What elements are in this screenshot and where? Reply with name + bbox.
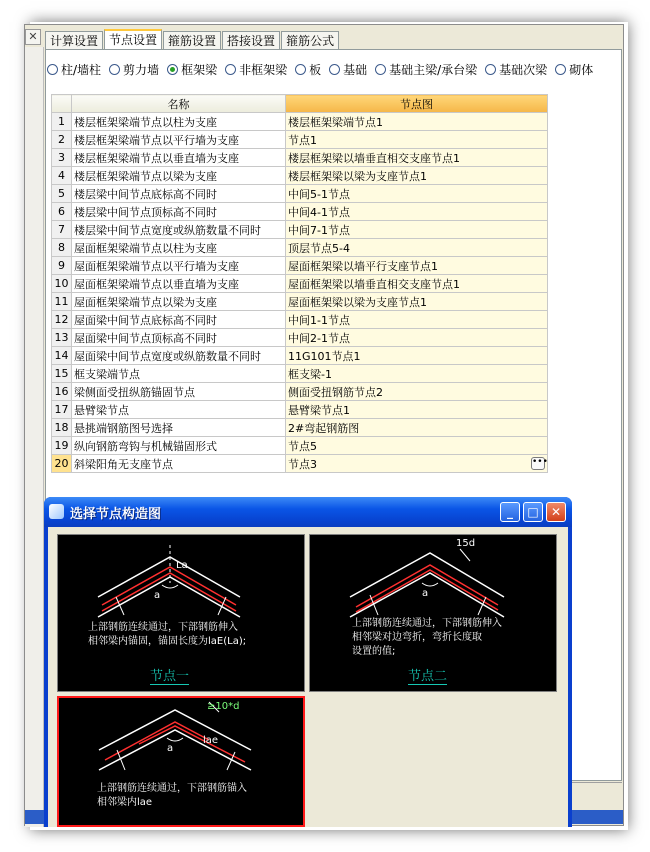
row-number: 14 bbox=[52, 347, 72, 365]
dim-label: La bbox=[176, 560, 188, 571]
table-row[interactable] bbox=[52, 419, 548, 437]
row-node-cell[interactable] bbox=[286, 437, 548, 455]
table-row[interactable] bbox=[52, 239, 548, 257]
radio-label: 基础 bbox=[343, 63, 368, 77]
radio-circle-icon[interactable] bbox=[225, 64, 236, 75]
row-name-cell[interactable]: 屋面梁中间节点宽度或纵筋数量不同时 bbox=[72, 347, 286, 365]
row-node-value: 节点1 bbox=[288, 133, 317, 147]
minimize-button[interactable]: _ bbox=[500, 502, 520, 522]
tab-bar bbox=[45, 29, 340, 49]
table-row[interactable] bbox=[52, 365, 548, 383]
table-row[interactable] bbox=[52, 275, 548, 293]
radio-option[interactable] bbox=[295, 61, 321, 78]
row-number: 7 bbox=[52, 221, 72, 239]
tab-lap-settings[interactable]: 搭接设置 bbox=[222, 31, 280, 50]
dim-label: 15d bbox=[456, 538, 476, 549]
row-name-cell[interactable]: 楼层梁中间节点宽度或纵筋数量不同时 bbox=[72, 221, 286, 239]
row-node-cell[interactable] bbox=[286, 311, 548, 329]
table-row[interactable] bbox=[52, 131, 548, 149]
row-node-value: 节点5 bbox=[288, 439, 317, 453]
table-row[interactable] bbox=[52, 149, 548, 167]
row-node-cell[interactable] bbox=[286, 203, 548, 221]
node-option-caption: 上部钢筋连续通过，下部钢筋锚入 相邻梁内lae bbox=[97, 783, 247, 808]
table-row[interactable] bbox=[52, 347, 548, 365]
row-name-cell[interactable]: 楼层梁中间节点顶标高不同时 bbox=[72, 203, 286, 221]
row-node-value: 悬臂梁节点1 bbox=[288, 403, 350, 417]
row-number: 19 bbox=[52, 437, 72, 455]
radio-circle-icon[interactable] bbox=[485, 64, 496, 75]
row-node-cell[interactable] bbox=[286, 383, 548, 401]
row-name-cell[interactable]: 悬臂梁节点 bbox=[72, 401, 286, 419]
left-strip bbox=[25, 47, 44, 827]
row-name-cell[interactable]: 楼层框架梁端节点以梁为支座 bbox=[72, 167, 286, 185]
row-number: 3 bbox=[52, 149, 72, 167]
table-row[interactable] bbox=[52, 293, 548, 311]
table-row[interactable] bbox=[52, 455, 548, 473]
row-number: 15 bbox=[52, 365, 72, 383]
row-node-cell[interactable] bbox=[286, 239, 548, 257]
name-column-header[interactable]: 名称 bbox=[72, 95, 286, 113]
select-node-dialog bbox=[44, 497, 572, 827]
dim-label: ≥10*d bbox=[207, 701, 240, 712]
radio-label: 基础主梁/承台梁 bbox=[389, 63, 478, 77]
row-node-value: 中间2-1节点 bbox=[288, 331, 350, 345]
radio-option[interactable] bbox=[47, 61, 101, 78]
radio-label: 砌体 bbox=[569, 63, 594, 77]
row-name-cell[interactable]: 框支梁端节点 bbox=[72, 365, 286, 383]
row-number: 10 bbox=[52, 275, 72, 293]
node-option-caption: 上部钢筋连续通过，下部钢筋伸入 相邻梁对边弯折，弯折长度取 设置的值; bbox=[352, 618, 502, 657]
dim-label-2: lae bbox=[203, 735, 219, 746]
row-node-cell[interactable] bbox=[286, 401, 548, 419]
row-node-cell[interactable] bbox=[286, 257, 548, 275]
row-node-value: 楼层框架梁以墙垂直相交支座节点1 bbox=[288, 151, 460, 165]
tab-calc-settings[interactable]: 计算设置 bbox=[45, 31, 103, 50]
radio-option[interactable] bbox=[167, 61, 217, 78]
row-node-cell[interactable] bbox=[286, 275, 548, 293]
row-name-cell[interactable]: 楼层梁中间节点底标高不同时 bbox=[72, 185, 286, 203]
row-number: 13 bbox=[52, 329, 72, 347]
node-option-1[interactable] bbox=[57, 534, 305, 692]
dialog-title: 选择节点构造图 bbox=[70, 507, 162, 522]
row-node-value: 中间5-1节点 bbox=[288, 187, 350, 201]
table-row[interactable] bbox=[52, 167, 548, 185]
row-number: 8 bbox=[52, 239, 72, 257]
table-row[interactable] bbox=[52, 257, 548, 275]
row-name-cell[interactable]: 屋面梁中间节点顶标高不同时 bbox=[72, 329, 286, 347]
node-option-label: 节点二 bbox=[408, 669, 448, 684]
table-row[interactable] bbox=[52, 401, 548, 419]
dialog-client bbox=[48, 527, 568, 827]
row-node-cell[interactable] bbox=[286, 419, 548, 437]
row-node-cell[interactable] bbox=[286, 131, 548, 149]
row-name-cell[interactable]: 楼层框架梁端节点以平行墙为支座 bbox=[72, 131, 286, 149]
row-name-cell[interactable]: 悬挑端钢筋图号选择 bbox=[72, 419, 286, 437]
radio-option[interactable] bbox=[329, 61, 367, 78]
tab-stirrup-formula[interactable]: 箍筋公式 bbox=[281, 31, 339, 50]
radio-option[interactable] bbox=[485, 61, 547, 78]
row-node-value: 中间7-1节点 bbox=[288, 223, 350, 237]
node-option-2[interactable] bbox=[309, 534, 557, 692]
angle-label: a bbox=[154, 590, 161, 601]
maximize-button[interactable]: □ bbox=[523, 502, 543, 522]
row-number: 1 bbox=[52, 113, 72, 131]
dialog-titlebar[interactable] bbox=[44, 497, 572, 527]
row-number: 9 bbox=[52, 257, 72, 275]
radio-label: 框架梁 bbox=[181, 63, 218, 77]
ellipsis-button[interactable]: ••• bbox=[531, 457, 545, 470]
row-name-cell[interactable]: 梁侧面受扭纵筋锚固节点 bbox=[72, 383, 286, 401]
table-row[interactable] bbox=[52, 311, 548, 329]
radio-circle-icon[interactable] bbox=[47, 64, 58, 75]
dialog-close-button[interactable]: ✕ bbox=[546, 502, 566, 522]
table-row[interactable] bbox=[52, 437, 548, 455]
row-node-cell[interactable] bbox=[286, 365, 548, 383]
radio-label: 剪力墙 bbox=[123, 63, 160, 77]
radio-label: 板 bbox=[309, 63, 322, 77]
row-name-cell[interactable]: 屋面框架梁端节点以梁为支座 bbox=[72, 293, 286, 311]
row-number-header bbox=[52, 95, 72, 113]
radio-circle-icon[interactable] bbox=[375, 64, 386, 75]
radio-circle-icon[interactable] bbox=[555, 64, 566, 75]
table-row[interactable] bbox=[52, 383, 548, 401]
node-option-caption: 上部钢筋连续通过，下部钢筋伸入 相邻梁内锚固，锚固长度为laE(La); bbox=[88, 622, 247, 647]
row-node-value: 2#弯起钢筋图 bbox=[288, 421, 360, 435]
row-node-cell[interactable] bbox=[286, 113, 548, 131]
row-node-cell[interactable] bbox=[286, 221, 548, 239]
radio-option[interactable] bbox=[109, 61, 159, 78]
row-name-cell[interactable]: 斜梁阳角无支座节点 bbox=[72, 455, 286, 473]
radio-label: 基础次梁 bbox=[499, 63, 548, 77]
node-option-label: 节点一 bbox=[150, 669, 190, 684]
row-number: 11 bbox=[52, 293, 72, 311]
row-number: 16 bbox=[52, 383, 72, 401]
row-number: 5 bbox=[52, 185, 72, 203]
radio-circle-icon[interactable] bbox=[167, 64, 178, 75]
row-node-value: 11G101节点1 bbox=[288, 349, 361, 363]
row-number: 20 bbox=[52, 455, 72, 473]
component-type-radios bbox=[47, 61, 601, 78]
row-node-value: 框支梁-1 bbox=[288, 367, 332, 381]
radio-option[interactable] bbox=[375, 61, 477, 78]
table-row[interactable] bbox=[52, 329, 548, 347]
row-node-value: 节点3 bbox=[288, 457, 317, 471]
angle-label: a bbox=[422, 588, 429, 599]
table-row[interactable] bbox=[52, 221, 548, 239]
tab-stirrup-settings[interactable]: 箍筋设置 bbox=[163, 31, 221, 50]
row-name-cell[interactable]: 楼层框架梁端节点以柱为支座 bbox=[72, 113, 286, 131]
row-node-value: 屋面框架梁以墙垂直相交支座节点1 bbox=[288, 277, 460, 291]
row-node-cell[interactable] bbox=[286, 347, 548, 365]
tab-node-settings[interactable]: 节点设置 bbox=[104, 29, 162, 51]
row-node-cell[interactable] bbox=[286, 185, 548, 203]
node-column-header[interactable]: 节点图 bbox=[286, 95, 548, 113]
row-node-value: 楼层框架梁以梁为支座节点1 bbox=[288, 169, 427, 183]
row-name-cell[interactable]: 屋面框架梁端节点以垂直墙为支座 bbox=[72, 275, 286, 293]
dialog-app-icon bbox=[49, 504, 64, 519]
row-number: 4 bbox=[52, 167, 72, 185]
table-row[interactable] bbox=[52, 203, 548, 221]
radio-circle-icon[interactable] bbox=[295, 64, 306, 75]
row-name-cell[interactable]: 屋面框架梁端节点以平行墙为支座 bbox=[72, 257, 286, 275]
table-row[interactable] bbox=[52, 113, 548, 131]
row-node-value: 侧面受扭钢筋节点2 bbox=[288, 385, 383, 399]
row-number: 2 bbox=[52, 131, 72, 149]
row-name-cell[interactable]: 屋面框架梁端节点以柱为支座 bbox=[72, 239, 286, 257]
row-number: 12 bbox=[52, 311, 72, 329]
table-row[interactable] bbox=[52, 185, 548, 203]
radio-circle-icon[interactable] bbox=[329, 64, 340, 75]
row-name-cell[interactable]: 纵向钢筋弯钩与机械锚固形式 bbox=[72, 437, 286, 455]
radio-option[interactable] bbox=[225, 61, 287, 78]
node-option-3[interactable] bbox=[57, 696, 305, 827]
radio-option[interactable] bbox=[555, 61, 593, 78]
radio-label: 非框架梁 bbox=[239, 63, 288, 77]
row-node-cell[interactable] bbox=[286, 455, 548, 473]
table-header-row bbox=[52, 95, 548, 113]
row-node-cell[interactable] bbox=[286, 167, 548, 185]
row-name-cell[interactable]: 楼层框架梁端节点以垂直墙为支座 bbox=[72, 149, 286, 167]
angle-label: a bbox=[167, 743, 174, 754]
row-node-value: 屋面框架梁以梁为支座节点1 bbox=[288, 295, 427, 309]
row-number: 17 bbox=[52, 401, 72, 419]
row-node-value: 楼层框架梁端节点1 bbox=[288, 115, 383, 129]
close-icon[interactable]: ✕ bbox=[25, 29, 41, 45]
row-node-value: 顶层节点5-4 bbox=[288, 241, 350, 255]
row-number: 6 bbox=[52, 203, 72, 221]
row-node-cell[interactable] bbox=[286, 329, 548, 347]
row-number: 18 bbox=[52, 419, 72, 437]
row-node-cell[interactable] bbox=[286, 149, 548, 167]
radio-circle-icon[interactable] bbox=[109, 64, 120, 75]
radio-label: 柱/墙柱 bbox=[61, 63, 102, 77]
row-node-value: 中间4-1节点 bbox=[288, 205, 350, 219]
row-node-value: 中间1-1节点 bbox=[288, 313, 350, 327]
row-node-value: 屋面框架梁以墙平行支座节点1 bbox=[288, 259, 438, 273]
row-node-cell[interactable] bbox=[286, 293, 548, 311]
node-settings-table bbox=[51, 94, 548, 473]
row-name-cell[interactable]: 屋面梁中间节点底标高不同时 bbox=[72, 311, 286, 329]
